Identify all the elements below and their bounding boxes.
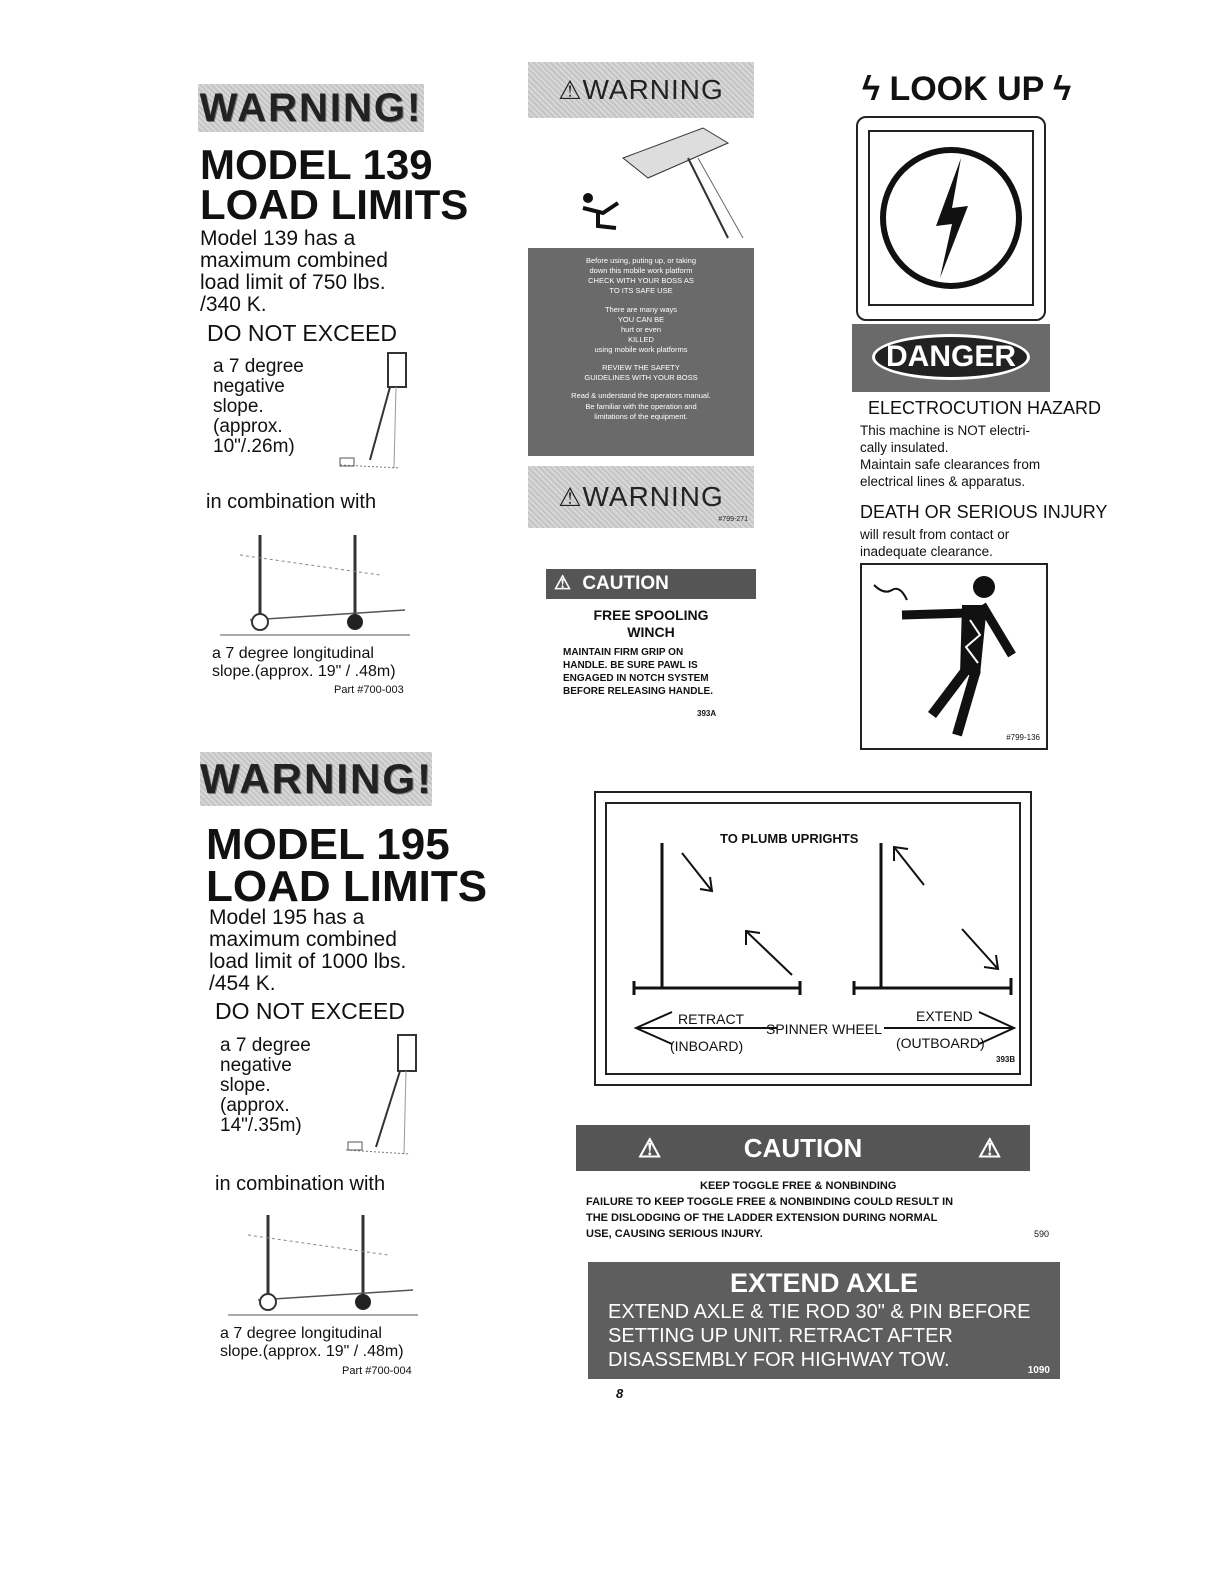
plumb-part-number: 393B (996, 1055, 1016, 1064)
outboard-label: (OUTBOARD) (896, 1035, 985, 1051)
lightning-icon: ϟ (1043, 70, 1072, 108)
warning-banner-top (528, 62, 754, 118)
desc-line: load limit of 750 lbs. (200, 271, 386, 295)
negative-slope-diagram (330, 350, 410, 475)
long-line: a 7 degree longitudinal (212, 645, 374, 662)
desc-line: maximum combined (209, 928, 397, 952)
panel-line: YOU CAN BE (617, 314, 665, 324)
winch-line: HANDLE. BE SURE PAWL IS (563, 660, 698, 671)
warning-text: WARNING (582, 481, 724, 512)
slope-line: negative (220, 1054, 292, 1076)
panel-line: REVIEW THE SAFETY (602, 363, 680, 373)
look-up-text: LOOK UP (889, 70, 1044, 108)
electrocuted-person-sign (860, 563, 1048, 750)
warning-triangle-icon: ⚠ (978, 1133, 1002, 1163)
electrocution-text (860, 422, 1040, 490)
model195-part-number: Part #700-004 (342, 1365, 412, 1377)
model139-description (200, 228, 388, 316)
winch-instructions (563, 646, 713, 698)
toggle-line: FAILURE TO KEEP TOGGLE FREE & NONBINDING COULD RESULT IN (586, 1196, 954, 1208)
slope-line: slope. (220, 1074, 271, 1096)
model139-combination: in combination with (206, 491, 377, 513)
model195-title-line2: LOAD LIMITS (206, 861, 488, 911)
model139-title (200, 141, 469, 228)
warning-triangle-icon: ⚠ (554, 573, 572, 594)
electro-line: electrical lines & apparatus. (860, 474, 1026, 489)
winch-line: ENGAGED IN NOTCH SYSTEM (563, 673, 709, 684)
model195-title (206, 820, 488, 911)
extend-label: EXTEND (916, 1008, 973, 1024)
warning-banner-bottom (528, 466, 754, 528)
model195-description (209, 907, 406, 995)
electrocution-hazard-title: ELECTROCUTION HAZARD (868, 398, 1102, 418)
plumb-title: TO PLUMB UPRIGHTS (720, 831, 859, 846)
extend-axle-text (608, 1300, 1030, 1372)
panel-line (528, 383, 754, 391)
desc-line: load limit of 1000 lbs. (209, 950, 407, 974)
slope-line: (approx. (213, 415, 283, 437)
retract-label: RETRACT (678, 1011, 745, 1027)
spinner-wheel-label: SPINNER WHEEL (766, 1021, 882, 1037)
model195-combination: in combination with (215, 1173, 386, 1195)
winch-line: MAINTAIN FIRM GRIP ON (563, 647, 684, 658)
inboard-label: (INBOARD) (670, 1038, 744, 1054)
panel-line: using mobile work platforms (594, 345, 688, 354)
toggle-caution-banner (576, 1125, 1030, 1171)
boss-warning-label (528, 62, 754, 528)
slope-line: 14"/.35m) (220, 1114, 302, 1136)
caution-text: CAUTION (582, 573, 669, 594)
danger-oval: DANGER (872, 334, 1030, 380)
desc-line: maximum combined (200, 249, 388, 273)
warning-triangle-icon: ⚠ (638, 1133, 662, 1163)
model139-warning-banner: WARNING! (199, 86, 423, 130)
model139-do-not-exceed: DO NOT EXCEED (207, 320, 397, 346)
caution-text: CAUTION (743, 1133, 863, 1163)
model195-do-not-exceed: DO NOT EXCEED (215, 998, 405, 1024)
electro-line: Maintain safe clearances from (860, 457, 1041, 472)
panel-line: KILLED (628, 334, 654, 344)
electric-hazard-icon (866, 128, 1036, 308)
electro-line: inadequate clearance. (860, 544, 993, 559)
panel-line (528, 355, 754, 363)
panel-line: Before using, puting up, or taking (585, 256, 697, 265)
slope-line: negative (213, 375, 285, 397)
slope-line: slope. (213, 395, 264, 417)
axle-line: DISASSEMBLY FOR HIGHWAY TOW. (608, 1349, 950, 1371)
look-up-heading (862, 70, 1071, 109)
slope-line: 10"/.26m) (213, 435, 295, 457)
winch-title-line: FREE SPOOLING (593, 607, 709, 623)
winch-line: BEFORE RELEASING HANDLE. (563, 686, 714, 697)
long-line: a 7 degree longitudinal (220, 1325, 382, 1342)
axle-line: EXTEND AXLE & TIE ROD 30" & PIN BEFORE (608, 1301, 1031, 1323)
model195-title-line1: MODEL 195 (206, 820, 450, 869)
panel-line: TO ITS SAFE USE (609, 286, 673, 296)
warning-triangle-icon: ⚠ (558, 482, 583, 512)
model139-title-line2: LOAD LIMITS (200, 180, 469, 228)
longitudinal-slope-diagram (220, 525, 410, 640)
winch-title-line: WINCH (627, 624, 675, 640)
falling-person-icon (528, 118, 754, 248)
slope-line: a 7 degree (220, 1035, 311, 1056)
winch-caution-banner (546, 569, 756, 599)
toggle-line: USE, CAUSING SERIOUS INJURY. (586, 1228, 763, 1240)
plumb-uprights-label (594, 791, 1032, 1086)
model139-title-line1: MODEL 139 (200, 141, 433, 188)
long-line: slope.(approx. 19" / .48m) (220, 1342, 404, 1360)
extend-axle-title: EXTEND AXLE (729, 1268, 919, 1298)
electro-part-number: #799-136 (1006, 733, 1040, 742)
model139-longitudinal-text (212, 645, 396, 680)
panel-line: limitations of the equipment. (594, 411, 688, 421)
slope-line: a 7 degree (213, 356, 304, 377)
toggle-line: THE DISLODGING OF THE LADDER EXTENSION DURING NORMAL (586, 1212, 938, 1224)
toggle-heading: KEEP TOGGLE FREE & NONBINDING (700, 1180, 897, 1192)
model195-longitudinal-text (220, 1325, 404, 1360)
page-number: 8 (616, 1386, 624, 1401)
winch-title (546, 607, 756, 641)
slope-line: (approx. (220, 1094, 290, 1116)
model195-warning-banner: WARNING! (200, 752, 432, 806)
plumb-diagram (626, 833, 1021, 1003)
extend-axle-label (588, 1262, 1060, 1379)
longitudinal-slope-diagram (228, 1205, 418, 1320)
desc-line: Model 195 has a (209, 906, 365, 929)
danger-banner (852, 324, 1050, 392)
electro-line: cally insulated. (860, 440, 949, 455)
panel-line (528, 297, 754, 305)
electro-line: will result from contact or (860, 527, 1010, 542)
desc-line: Model 139 has a (200, 227, 356, 250)
lightning-icon: ϟ (862, 70, 890, 108)
boss-warning-panel (528, 248, 754, 456)
electrocuted-person-icon (862, 565, 1046, 748)
panel-line: GUIDELINES WITH YOUR BOSS (584, 373, 698, 383)
long-line: slope.(approx. 19" / .48m) (212, 662, 396, 680)
panel-line: down this mobile work platform (589, 266, 693, 276)
axle-line: SETTING UP UNIT. RETRACT AFTER (608, 1325, 953, 1347)
panel-line: CHECK WITH YOUR BOSS AS (588, 276, 694, 286)
boss-label-part-number: #799-271 (718, 516, 748, 523)
panel-line: There are many ways (604, 304, 678, 314)
model139-part-number: Part #700-003 (334, 684, 404, 696)
toggle-text (586, 1194, 953, 1242)
toggle-part-number: 590 (1034, 1229, 1050, 1239)
panel-line: Be familiar with the operation and (585, 401, 697, 411)
model195-slope-text (220, 1036, 311, 1136)
model139-slope-text (213, 357, 304, 457)
negative-slope-diagram (338, 1032, 423, 1162)
electro-line: This machine is NOT electri- (860, 423, 1031, 438)
panel-line: hurt or even (620, 324, 662, 334)
electrocution-text-2 (860, 526, 1009, 560)
warning-text: WARNING (582, 74, 724, 105)
panel-line: Read & understand the operators manual. (571, 391, 711, 401)
warning-triangle-icon: ⚠ (558, 75, 583, 105)
desc-line: /454 K. (209, 972, 276, 996)
extend-axle-part-number: 1090 (1027, 1365, 1050, 1376)
electric-hazard-sign (856, 116, 1046, 321)
winch-part-number: 393A (697, 709, 717, 718)
death-or-injury: DEATH OR SERIOUS INJURY (860, 502, 1108, 522)
desc-line: /340 K. (200, 293, 267, 317)
